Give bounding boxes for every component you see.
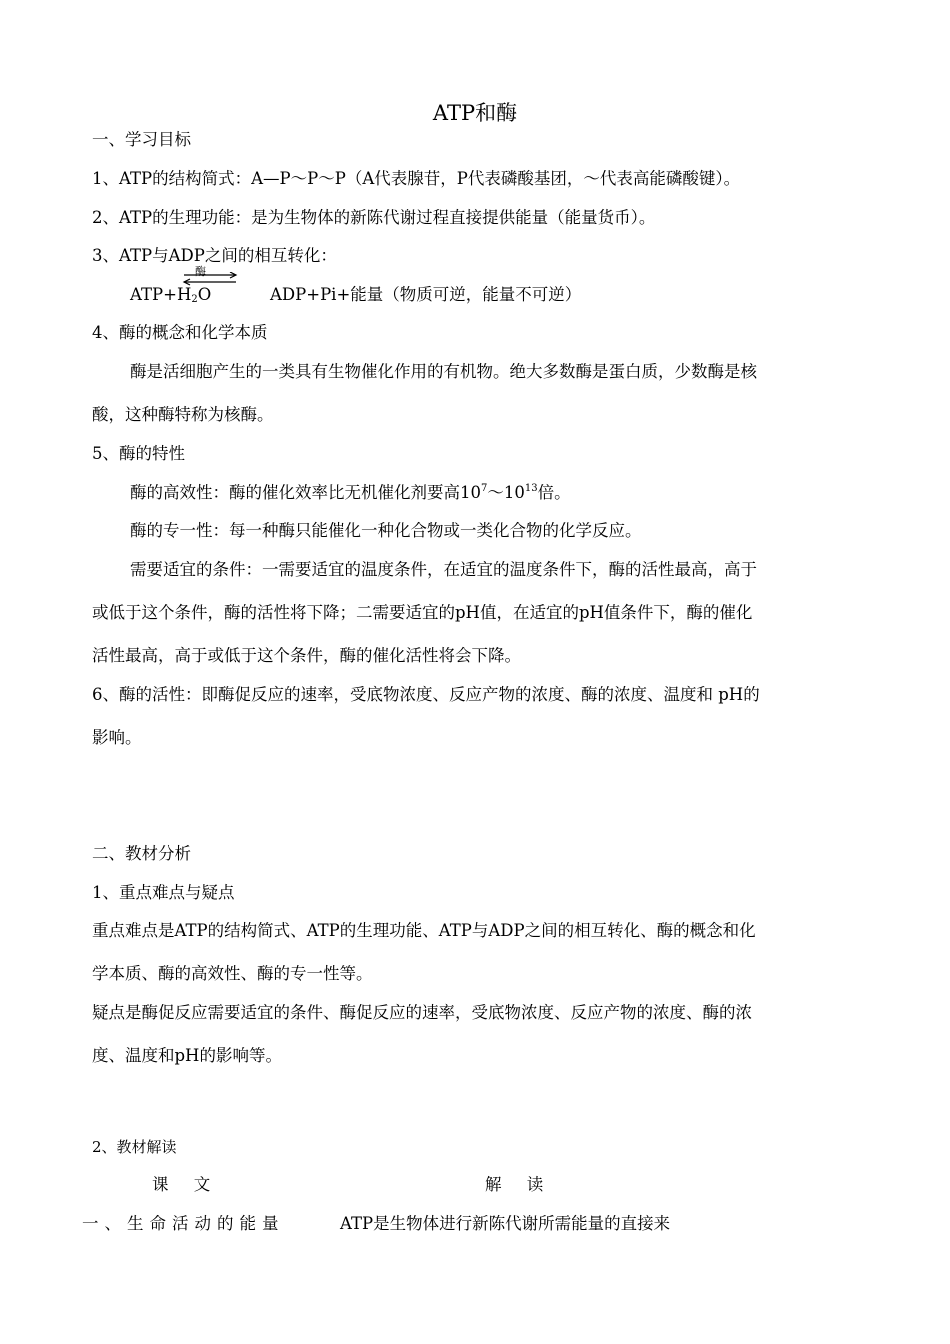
key-points-line-1: 重点难点是ATP的结构简式、ATP的生理功能、ATP与ADP之间的相互转化、酶的概念和化 <box>92 921 756 940</box>
key-points-line-2: 学本质、酶的高效性、酶的专一性等。 <box>92 964 373 983</box>
subheading-material-reading: 2、教材解读 <box>92 1138 177 1156</box>
enzyme-efficiency <box>130 482 571 504</box>
doubt-points-line-1: 疑点是酶促反应需要适宜的条件、酶促反应的速率，受底物浓度、反应产物的浓度、酶的浓 <box>92 1003 752 1022</box>
subheading-key-points: 1、重点难点与疑点 <box>92 883 235 902</box>
section-heading-learning-goals: 一、学习目标 <box>92 130 191 149</box>
efficiency-text-c: 倍。 <box>537 483 571 502</box>
efficiency-text-a: 酶的高效性：酶的催化效率比无机催化剂要高10 <box>130 483 481 502</box>
equation-subscript: 2 <box>191 294 198 305</box>
goal-item-1: 1、ATP的结构简式：A—P～P～P（A代表腺苷，P代表磷酸基团，～代表高能磷酸键）。 <box>92 169 741 188</box>
enzyme-definition-line-1: 酶是活细胞产生的一类具有生物催化作用的有机物。绝大多数酶是蛋白质，少数酶是核 <box>130 362 757 381</box>
equation-reactants <box>130 284 211 306</box>
enzyme-label: 酶 <box>195 265 206 278</box>
enzyme-conditions-line-3: 活性最高，高于或低于这个条件，酶的催化活性将会下降。 <box>92 646 521 665</box>
equation-left: ATP+H <box>130 285 192 304</box>
equation-products: ADP+Pi+能量（物质可逆，能量不可逆） <box>270 285 582 304</box>
document-title: ATP和酶 <box>432 101 518 125</box>
exponent-7: 7 <box>481 483 488 494</box>
doubt-points-line-2: 度、温度和pH的影响等。 <box>92 1046 282 1065</box>
goal-item-2: 2、ATP的生理功能：是为生物体的新陈代谢过程直接提供能量（能量货币）。 <box>92 208 656 227</box>
goal-item-6-line-2: 影响。 <box>92 728 142 747</box>
column-header-reading: 解 读 <box>485 1175 544 1194</box>
enzyme-conditions-line-2: 或低于这个条件，酶的活性将下降；二需要适宜的pH值，在适宜的pH值条件下，酶的催化 <box>92 603 753 622</box>
reversible-arrow-icon <box>182 272 238 286</box>
goal-item-4: 4、酶的概念和化学本质 <box>92 323 268 342</box>
efficiency-text-b: ～10 <box>487 483 525 502</box>
goal-item-5: 5、酶的特性 <box>92 444 185 463</box>
goal-item-6-line-1: 6、酶的活性：即酶促反应的速率，受底物浓度、反应产物的浓度、酶的浓度、温度和 pH的 <box>92 685 760 704</box>
enzyme-specificity: 酶的专一性：每一种酶只能催化一种化合物或一类化合物的化学反应。 <box>130 521 642 540</box>
enzyme-definition-line-2: 酸，这种酶特称为核酶。 <box>92 405 274 424</box>
equation-left-end: O <box>197 285 212 304</box>
table-row-left: 一、生命活动的能量 <box>82 1214 285 1233</box>
table-row-right: ATP是生物体进行新陈代谢所需能量的直接来 <box>340 1214 671 1233</box>
enzyme-conditions-line-1: 需要适宜的条件：一需要适宜的温度条件，在适宜的温度条件下，酶的活性最高，高于 <box>130 560 757 579</box>
column-header-text: 课 文 <box>152 1175 211 1194</box>
section-heading-material-analysis: 二、教材分析 <box>92 844 191 863</box>
goal-item-3: 3、ATP与ADP之间的相互转化： <box>92 246 337 265</box>
exponent-13: 13 <box>524 483 538 494</box>
